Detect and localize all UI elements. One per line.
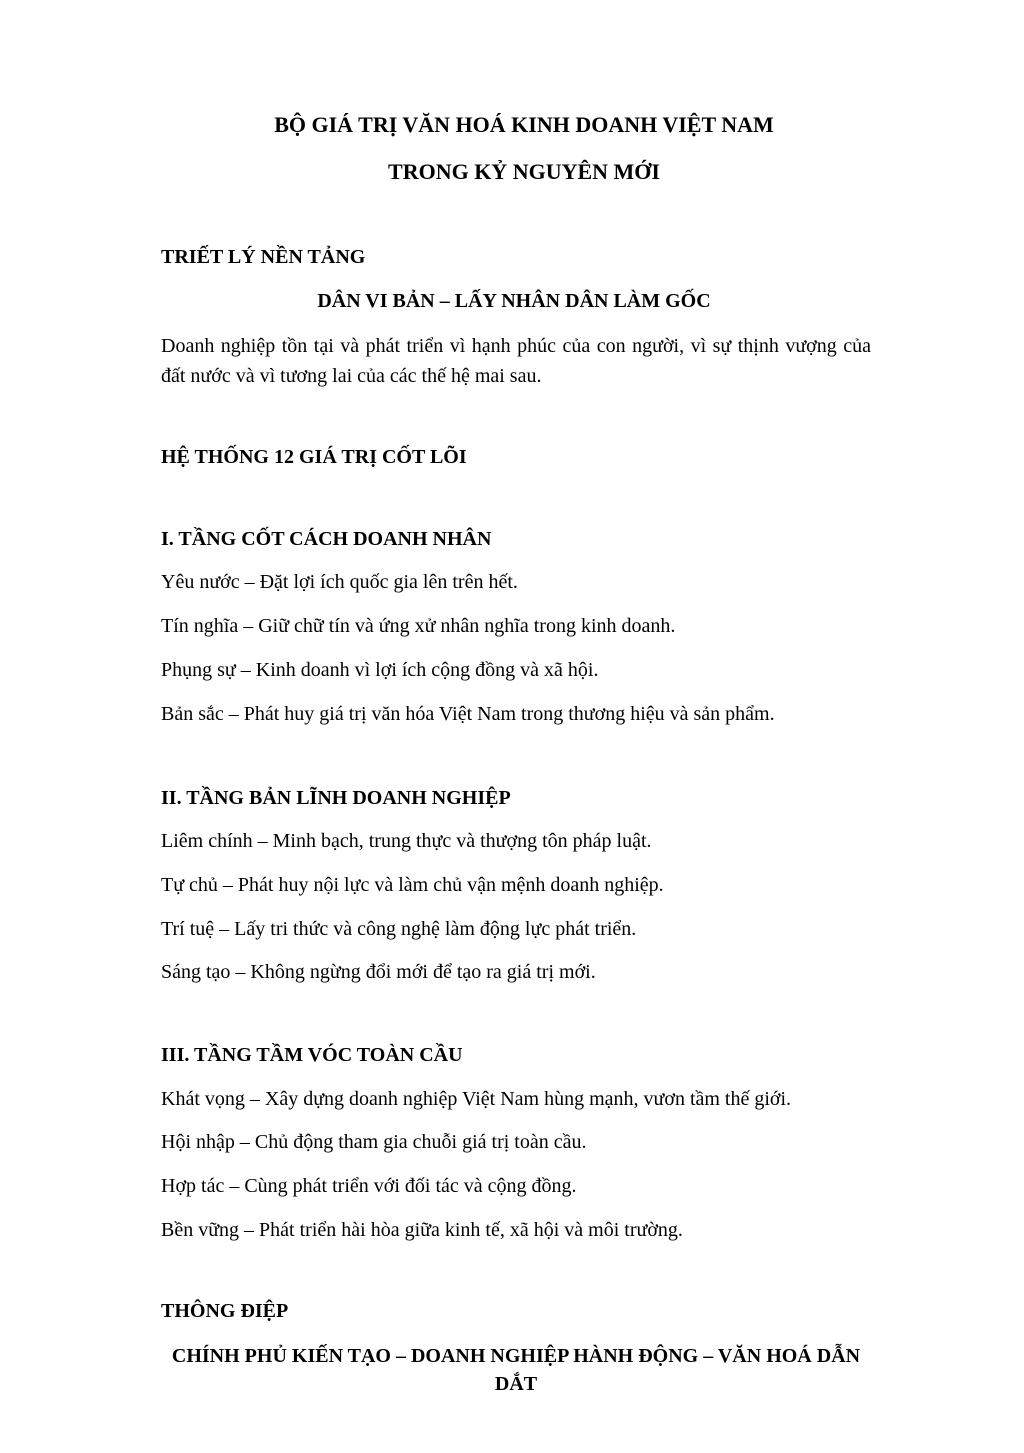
value-item: Sáng tạo – Không ngừng đổi mới để tạo ra giá trị mới. (161, 961, 596, 983)
value-item: Trí tuệ – Lấy tri thức và công nghệ làm động lực phát triển. (161, 918, 637, 940)
value-item: Liêm chính – Minh bạch, trung thực và thượng tôn pháp luật. (161, 830, 652, 852)
value-item: Yêu nước – Đặt lợi ích quốc gia lên trên hết. (161, 571, 518, 593)
message-text: CHÍNH PHỦ KIẾN TẠO – DOANH NGHIỆP HÀNH ĐỘNG – VĂN HOÁ DẪN DẮT (171, 1345, 861, 1395)
core-values-heading: HỆ THỐNG 12 GIÁ TRỊ CỐT LÕI (161, 446, 467, 468)
value-item: Hội nhập – Chủ động tham gia chuỗi giá trị toàn cầu. (161, 1131, 587, 1153)
document-title-line-1: BỘ GIÁ TRỊ VĂN HOÁ KINH DOANH VIỆT NAM (274, 112, 774, 137)
message-heading: THÔNG ĐIỆP (161, 1300, 289, 1322)
value-item: Phụng sự – Kinh doanh vì lợi ích cộng đồng và xã hội. (161, 659, 599, 681)
philosophy-heading: TRIẾT LÝ NỀN TẢNG (161, 246, 366, 268)
value-item: Hợp tác – Cùng phát triển với đối tác và cộng đồng. (161, 1175, 577, 1197)
value-item: Bản sắc – Phát huy giá trị văn hóa Việt Nam trong thương hiệu và sản phẩm. (161, 703, 775, 725)
value-item: Khát vọng – Xây dựng doanh nghiệp Việt Nam hùng mạnh, vươn tầm thế giới. (161, 1088, 792, 1110)
value-item: Tín nghĩa – Giữ chữ tín và ứng xử nhân nghĩa trong kinh doanh. (161, 615, 676, 637)
value-item: Tự chủ – Phát huy nội lực và làm chủ vận mệnh doanh nghiệp. (161, 874, 664, 896)
document-title-line-2: TRONG KỶ NGUYÊN MỚI (388, 159, 660, 184)
value-item: Bền vững – Phát triển hài hòa giữa kinh tế, xã hội và môi trường. (161, 1219, 683, 1241)
section-heading: I. TẦNG CỐT CÁCH DOANH NHÂN (161, 528, 492, 550)
section-heading: III. TẦNG TẦM VÓC TOÀN CẦU (161, 1044, 463, 1066)
philosophy-description: Doanh nghiệp tồn tại và phát triển vì hạnh phúc của con người, vì sự thịnh vượng của đất nước và vì tương lai của các thế hệ mai sau. (161, 335, 871, 387)
philosophy-motto: DÂN VI BẢN – LẤY NHÂN DÂN LÀM GỐC (317, 290, 711, 312)
section-heading: II. TẦNG BẢN LĨNH DOANH NGHIỆP (161, 787, 511, 809)
